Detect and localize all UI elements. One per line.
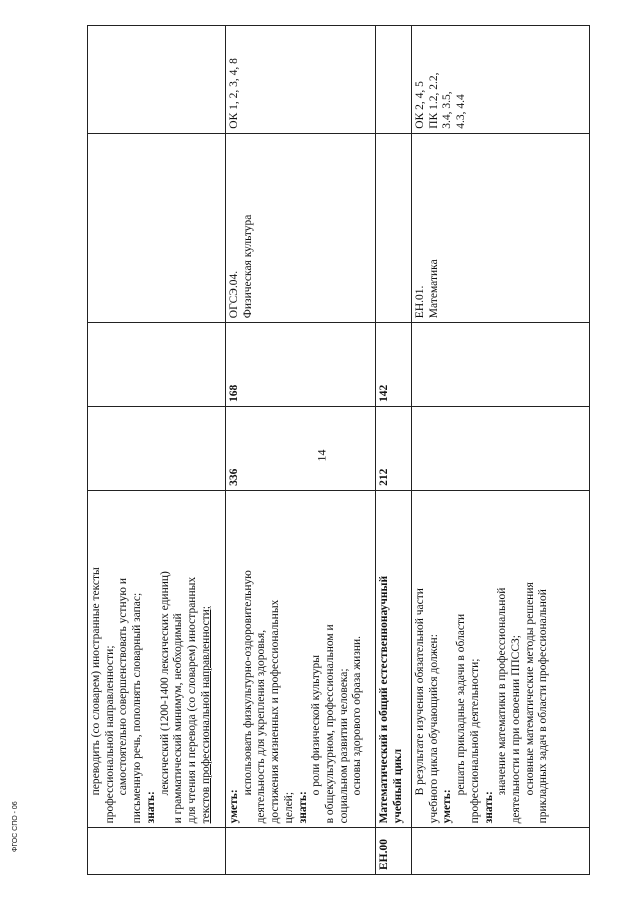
competencies-cell [88,26,226,134]
requirement-line: и грамматический минимум, необходимый [172,613,185,824]
requirement-line: использовать физкультурно-оздоровительную [241,570,254,796]
requirement-line: профессиональной деятельности; [468,658,481,824]
max-hours-cell [88,407,226,491]
requirement-line: В результате изучения обязательной части [414,588,426,796]
competencies-cell [376,26,412,134]
requirement-heading: уметь: [441,789,454,824]
requirement-line: основы здорового образа жизни. [351,635,364,796]
section-title-line: Математический и общий естественнонаучный [378,575,390,824]
requirement-line: деятельности и при освоении ППССЗ; [509,635,522,824]
requirements-cell [412,490,590,828]
max-hours-cell: 212 [376,407,412,491]
cycle-code-cell: ЕН.00 [376,828,412,875]
requirement-line: профессиональной направленности; [103,645,116,824]
requirement-line: социальном развитии человека; [337,668,350,824]
requirement-line: о роли физической культуры [310,655,323,796]
discipline-name: Математика [427,259,440,319]
cycle-code-cell [412,828,590,875]
competencies-cell: ОК 1, 2, 3, 4, 8 [226,26,376,134]
requirement-line: в общекультурном, профессиональном и [323,624,336,824]
cycle-code-cell [88,828,226,875]
footer-label: ФГОС СПО - 06 [12,801,19,852]
requirement-line: лексический (1200-1400 лексических единиц) [158,571,171,796]
section-title-cell [376,490,412,828]
requirement-line: значение математики в профессиональной [496,587,509,796]
requirements-cell [88,490,226,828]
table-row-section [376,26,412,875]
requirement-line: текстов профессиональной направленности; [199,606,212,824]
requirement-line: самостоятельно совершенствовать устную и [117,578,130,796]
required-hours-cell: 168 [226,323,376,407]
requirement-line: для чтения и перевода (со словарем) иностранных [185,576,198,824]
standards-table-rotated [87,25,589,875]
requirement-line: переводить (со словарем) иностранные тексты [90,567,102,796]
requirement-line: учебного цикла обучающийся должен: [427,634,440,824]
cycle-code-cell [226,828,376,875]
competencies-cell: ОК 2, 4, 5 ПК 1.2, 2.2, 3.4, 3.5, 4.3, 4.4 [412,26,590,134]
discipline-cell [412,133,590,322]
requirement-line: основные математические методы решения [523,582,536,796]
discipline-code: ОГСЭ.04. [228,270,240,319]
requirement-line: достижения жизненных и профессиональных [269,599,282,824]
requirement-heading: знать: [482,791,495,824]
section-title-line: учебный цикл [391,748,404,824]
requirement-heading: знать: [144,791,157,824]
table-row [88,26,226,875]
requirements-cell [226,490,376,828]
discipline-code: ЕН.01. [414,285,426,319]
requirement-line: письменную речь, пополнять словарный запас; [131,592,144,824]
discipline-cell [88,133,226,322]
requirement-line: прикладных задач в области профессиональной [537,589,550,824]
table-row [226,26,376,875]
requirement-line: решать прикладные задачи в области [455,613,468,796]
table-row [412,26,590,875]
requirement-line: деятельность для укрепления здоровья, [255,629,268,824]
page-number: 14 [314,449,329,462]
required-hours-cell: 142 [376,323,412,407]
max-hours-cell [412,407,590,491]
requirement-line: целей; [282,791,295,824]
requirement-heading: знать: [296,791,309,824]
max-hours-cell: 336 [226,407,376,491]
required-hours-cell [88,323,226,407]
discipline-cell [226,133,376,322]
required-hours-cell [412,323,590,407]
discipline-cell [376,133,412,322]
requirement-heading: уметь: [228,789,240,824]
standards-table [87,25,590,875]
discipline-name: Физическая культура [241,214,254,319]
